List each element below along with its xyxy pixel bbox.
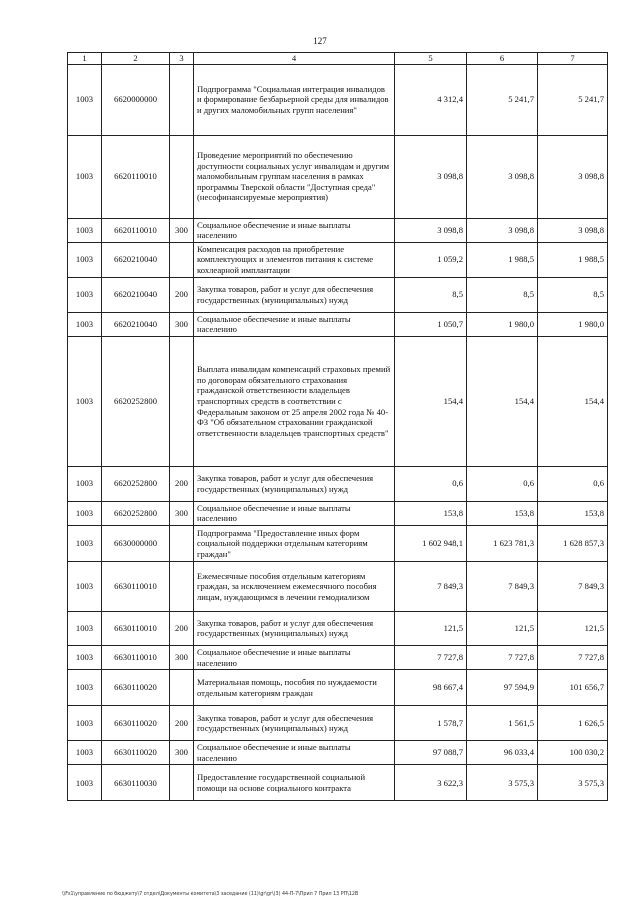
cell-expense-type: 200 [170,277,194,312]
cell-section: 1003 [68,706,102,741]
cell-target-code: 6620110010 [102,135,170,218]
cell-section: 1003 [68,670,102,706]
cell-expense-type [170,561,194,611]
cell-target-code: 6630110030 [102,765,170,801]
cell-amount-3: 3 098,8 [538,218,608,242]
cell-name: Социальное обеспечение и иные выплаты населению [194,741,395,765]
cell-target-code: 6630110010 [102,611,170,645]
file-path-footer: \\Fs1\управление по бюджету\7 отдел\Документы комитета\3 заседание (11)\gr\gr\(3) 44-П-7\Прил 7 Прил 13 РП\12В [62,892,359,897]
page-number: 127 [313,36,327,46]
header-row [68,53,608,65]
cell-expense-type [170,670,194,706]
column-header: 4 [194,53,395,65]
cell-amount-3: 121,5 [538,611,608,645]
table-row [68,242,608,277]
cell-section: 1003 [68,242,102,277]
cell-amount-2: 96 033,4 [467,741,538,765]
cell-amount-1: 8,5 [395,277,467,312]
cell-amount-2: 1 623 781,3 [467,525,538,561]
cell-amount-3: 1 626,5 [538,706,608,741]
cell-expense-type: 300 [170,312,194,336]
cell-section: 1003 [68,561,102,611]
cell-target-code: 6620252800 [102,336,170,466]
cell-amount-1: 3 098,8 [395,218,467,242]
cell-target-code: 6620210040 [102,312,170,336]
cell-expense-type: 200 [170,466,194,501]
cell-expense-type: 200 [170,706,194,741]
cell-amount-2: 7 849,3 [467,561,538,611]
table-row [68,561,608,611]
cell-target-code: 6630110020 [102,741,170,765]
cell-amount-1: 3 098,8 [395,135,467,218]
cell-section: 1003 [68,466,102,501]
cell-amount-1: 97 088,7 [395,741,467,765]
cell-amount-2: 153,8 [467,501,538,525]
table-row [68,466,608,501]
cell-amount-2: 3 098,8 [467,135,538,218]
budget-table [67,52,608,801]
table-row [68,135,608,218]
table-row [68,611,608,645]
cell-amount-1: 1 602 948,1 [395,525,467,561]
cell-name: Социальное обеспечение и иные выплаты населению [194,312,395,336]
cell-amount-1: 98 667,4 [395,670,467,706]
cell-target-code: 6620252800 [102,501,170,525]
cell-amount-1: 7 849,3 [395,561,467,611]
table-row [68,64,608,135]
cell-amount-3: 154,4 [538,336,608,466]
cell-target-code: 6620210040 [102,242,170,277]
cell-amount-2: 5 241,7 [467,64,538,135]
cell-expense-type [170,242,194,277]
cell-amount-1: 154,4 [395,336,467,466]
table-row [68,277,608,312]
cell-amount-1: 4 312,4 [395,64,467,135]
cell-expense-type: 300 [170,501,194,525]
cell-amount-3: 100 030,2 [538,741,608,765]
cell-name: Ежемесячные пособия отдельным категориям граждан, за исключением ежемесячного пособия лицам, нуждающимся в лечении гемодиализом [194,561,395,611]
table-row [68,312,608,336]
cell-amount-1: 3 622,3 [395,765,467,801]
cell-amount-2: 121,5 [467,611,538,645]
cell-target-code: 6630110010 [102,645,170,669]
cell-name: Предоставление государственной социальной помощи на основе социального контракта [194,765,395,801]
table-row [68,765,608,801]
cell-name: Проведение мероприятий по обеспечению доступности социальных услуг инвалидам и другим маломобильным группам населения в рамках программы Тверской области "Доступная среда" (несофинансируемые мероприятия) [194,135,395,218]
cell-name: Закупка товаров, работ и услуг для обеспечения государственных (муниципальных) нужд [194,466,395,501]
cell-section: 1003 [68,611,102,645]
cell-amount-1: 0,6 [395,466,467,501]
cell-amount-2: 3 098,8 [467,218,538,242]
table-row [68,645,608,669]
cell-section: 1003 [68,218,102,242]
cell-amount-2: 3 575,3 [467,765,538,801]
cell-target-code: 6620252800 [102,466,170,501]
cell-expense-type: 200 [170,611,194,645]
cell-amount-3: 3 575,3 [538,765,608,801]
cell-amount-2: 1 980,0 [467,312,538,336]
column-header: 1 [68,53,102,65]
cell-amount-3: 153,8 [538,501,608,525]
cell-amount-3: 0,6 [538,466,608,501]
cell-amount-1: 121,5 [395,611,467,645]
table-row [68,741,608,765]
cell-name: Материальная помощь, пособия по нуждаемости отдельным категориям граждан [194,670,395,706]
column-header: 5 [395,53,467,65]
cell-expense-type [170,135,194,218]
cell-expense-type: 300 [170,741,194,765]
cell-amount-1: 1 050,7 [395,312,467,336]
cell-target-code: 6630110020 [102,670,170,706]
column-header: 2 [102,53,170,65]
cell-name: Закупка товаров, работ и услуг для обеспечения государственных (муниципальных) нужд [194,611,395,645]
cell-section: 1003 [68,765,102,801]
cell-amount-2: 1 561,5 [467,706,538,741]
table-row [68,525,608,561]
cell-section: 1003 [68,64,102,135]
cell-amount-3: 5 241,7 [538,64,608,135]
cell-amount-2: 0,6 [467,466,538,501]
cell-section: 1003 [68,741,102,765]
cell-target-code: 6630110010 [102,561,170,611]
cell-name: Выплата инвалидам компенсаций страховых премий по договорам обязательного страхования гражданской ответственности владельцев транспортных средств в соответствии с Федеральным законом от 25 апреля 2002 года № 40-ФЗ "Об обязательном страховании гражданской ответственности владельцев транспортных средств" [194,336,395,466]
cell-amount-2: 1 988,5 [467,242,538,277]
cell-amount-2: 7 727,8 [467,645,538,669]
cell-amount-3: 7 727,8 [538,645,608,669]
cell-name: Компенсация расходов на приобретение комплектующих и элементов питания к системе кохлеарной имплантации [194,242,395,277]
table-row [68,218,608,242]
cell-name: Подпрограмма "Социальная интеграция инвалидов и формирование безбарьерной среды для инвалидов и других маломобильных групп населения" [194,64,395,135]
cell-amount-2: 97 594,9 [467,670,538,706]
column-header: 7 [538,53,608,65]
cell-section: 1003 [68,135,102,218]
cell-expense-type [170,765,194,801]
cell-expense-type [170,336,194,466]
cell-target-code: 6630110020 [102,706,170,741]
cell-expense-type [170,64,194,135]
table-row [68,501,608,525]
cell-amount-1: 153,8 [395,501,467,525]
cell-section: 1003 [68,312,102,336]
cell-amount-3: 1 628 857,3 [538,525,608,561]
column-header: 6 [467,53,538,65]
cell-amount-1: 1 578,7 [395,706,467,741]
cell-section: 1003 [68,277,102,312]
cell-name: Закупка товаров, работ и услуг для обеспечения государственных (муниципальных) нужд [194,277,395,312]
cell-target-code: 6620000000 [102,64,170,135]
cell-amount-3: 101 656,7 [538,670,608,706]
cell-expense-type [170,525,194,561]
cell-amount-2: 8,5 [467,277,538,312]
table-row [68,336,608,466]
cell-amount-2: 154,4 [467,336,538,466]
cell-amount-3: 1 980,0 [538,312,608,336]
cell-amount-1: 7 727,8 [395,645,467,669]
cell-expense-type: 300 [170,218,194,242]
column-header: 3 [170,53,194,65]
cell-section: 1003 [68,501,102,525]
cell-name: Социальное обеспечение и иные выплаты населению [194,645,395,669]
cell-section: 1003 [68,336,102,466]
cell-target-code: 6620210040 [102,277,170,312]
cell-expense-type: 300 [170,645,194,669]
cell-amount-3: 7 849,3 [538,561,608,611]
cell-amount-3: 1 988,5 [538,242,608,277]
cell-name: Закупка товаров, работ и услуг для обеспечения государственных (муниципальных) нужд [194,706,395,741]
cell-amount-1: 1 059,2 [395,242,467,277]
cell-target-code: 6620110010 [102,218,170,242]
cell-target-code: 6630000000 [102,525,170,561]
cell-section: 1003 [68,525,102,561]
cell-name: Подпрограмма "Предоставление иных форм социальной поддержки отдельным категориям граждан" [194,525,395,561]
cell-name: Социальное обеспечение и иные выплаты населению [194,218,395,242]
cell-amount-3: 8,5 [538,277,608,312]
cell-amount-3: 3 098,8 [538,135,608,218]
cell-section: 1003 [68,645,102,669]
table-row [68,670,608,706]
table-row [68,706,608,741]
cell-name: Социальное обеспечение и иные выплаты населению [194,501,395,525]
